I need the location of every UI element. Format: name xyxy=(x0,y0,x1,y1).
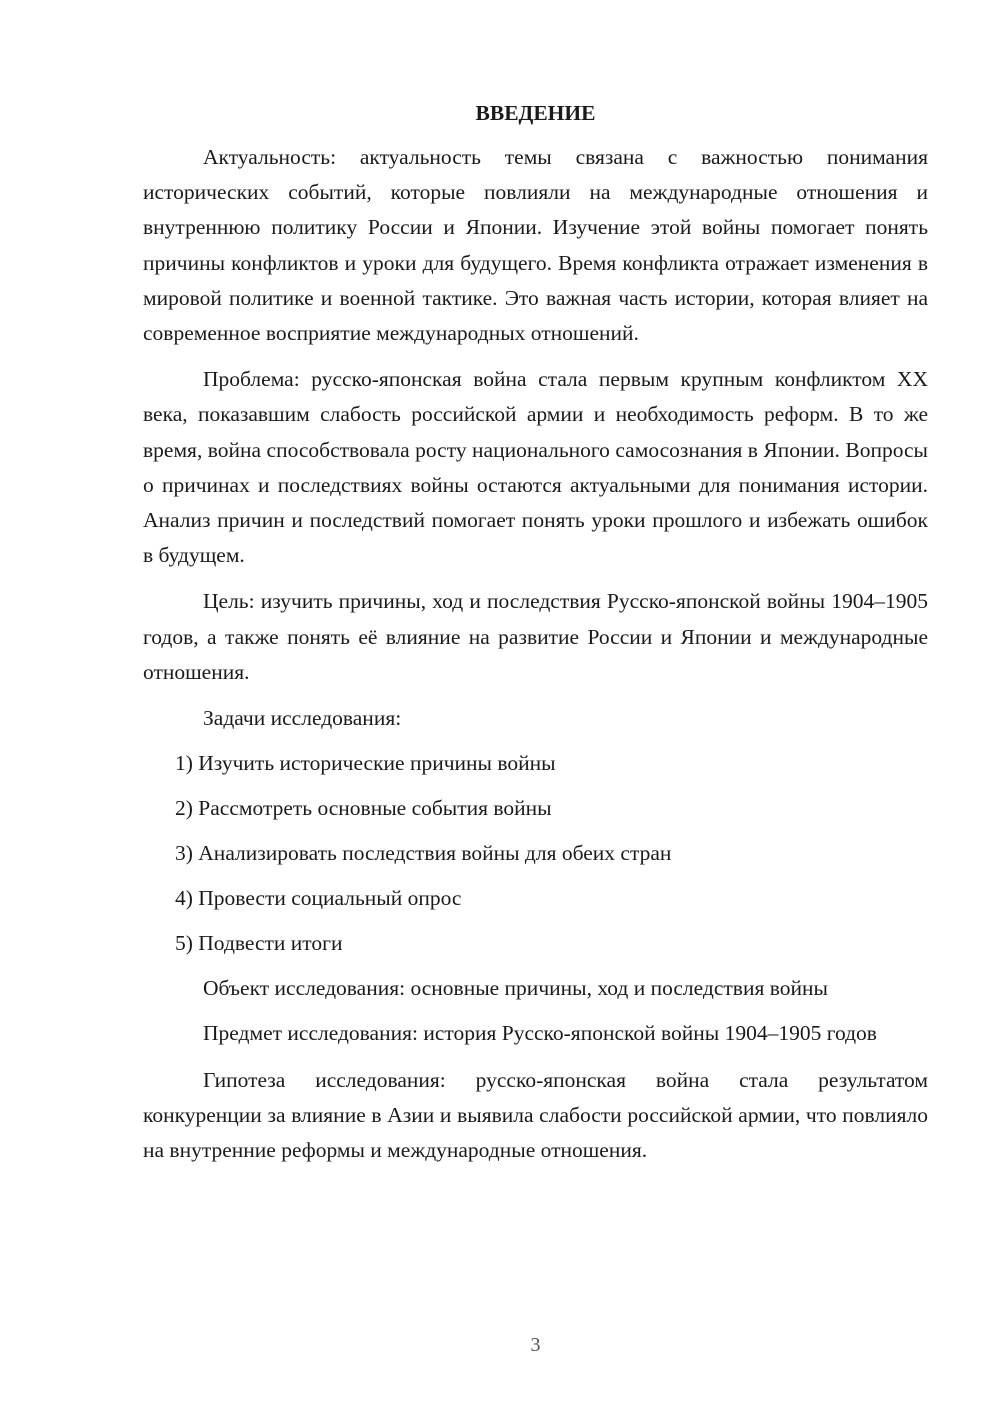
task-item: 4) Провести социальный опрос xyxy=(175,886,462,911)
relevance-paragraph: Актуальность: актуальность темы связана с важностью понимания исторических событий, которые повлияли на международные отношения и внутреннюю политику России и Японии. Изучение этой войны помогает понять причины конфликтов и уроки для будущего. Время конфликта отражает изменения в мировой политике и военной тактике. Это важная часть истории, которая влияет на современное восприятие международных отношений. xyxy=(143,145,928,346)
task-item: 5) Подвести итоги xyxy=(175,931,343,956)
goal-paragraph: Цель: изучить причины, ход и последствия Русско-японской войны 1904–1905 годов, а также понять её влияние на развитие России и Японии и международные отношения. xyxy=(143,589,928,684)
object-paragraph: Объект исследования: основные причины, ход и последствия войны xyxy=(203,976,828,1001)
document-page xyxy=(143,96,928,1179)
subject-paragraph: Предмет исследования: история Русско-японской войны 1904–1905 годов xyxy=(203,1021,877,1046)
task-item: 2) Рассмотреть основные события войны xyxy=(175,796,552,821)
hypothesis-paragraph: Гипотеза исследования: русско-японская война стала результатом конкуренции за влияние в Азии и выявила слабости российской армии, что повлияло на внутренние реформы и международные отношения. xyxy=(143,1067,928,1163)
task-item: 3) Анализировать последствия войны для обеих стран xyxy=(175,841,672,866)
problem-paragraph: Проблема: русско-японская война стала первым крупным конфликтом XX века, показавшим слабость российской армии и необходимость реформ. В то же время, война способствовала росту национального самосознания в Японии. Вопросы о причинах и последствиях войны остаются актуальными для понимания истории. Анализ причин и последствий помогает понять уроки прошлого и избежать ошибок в будущем. xyxy=(143,367,928,568)
section-heading: ВВЕДЕНИЕ xyxy=(475,101,596,125)
tasks-title: Задачи исследования: xyxy=(203,706,402,731)
page-number: 3 xyxy=(530,1334,541,1356)
tasks-list xyxy=(143,746,928,961)
task-item: 1) Изучить исторические причины войны xyxy=(175,751,556,776)
